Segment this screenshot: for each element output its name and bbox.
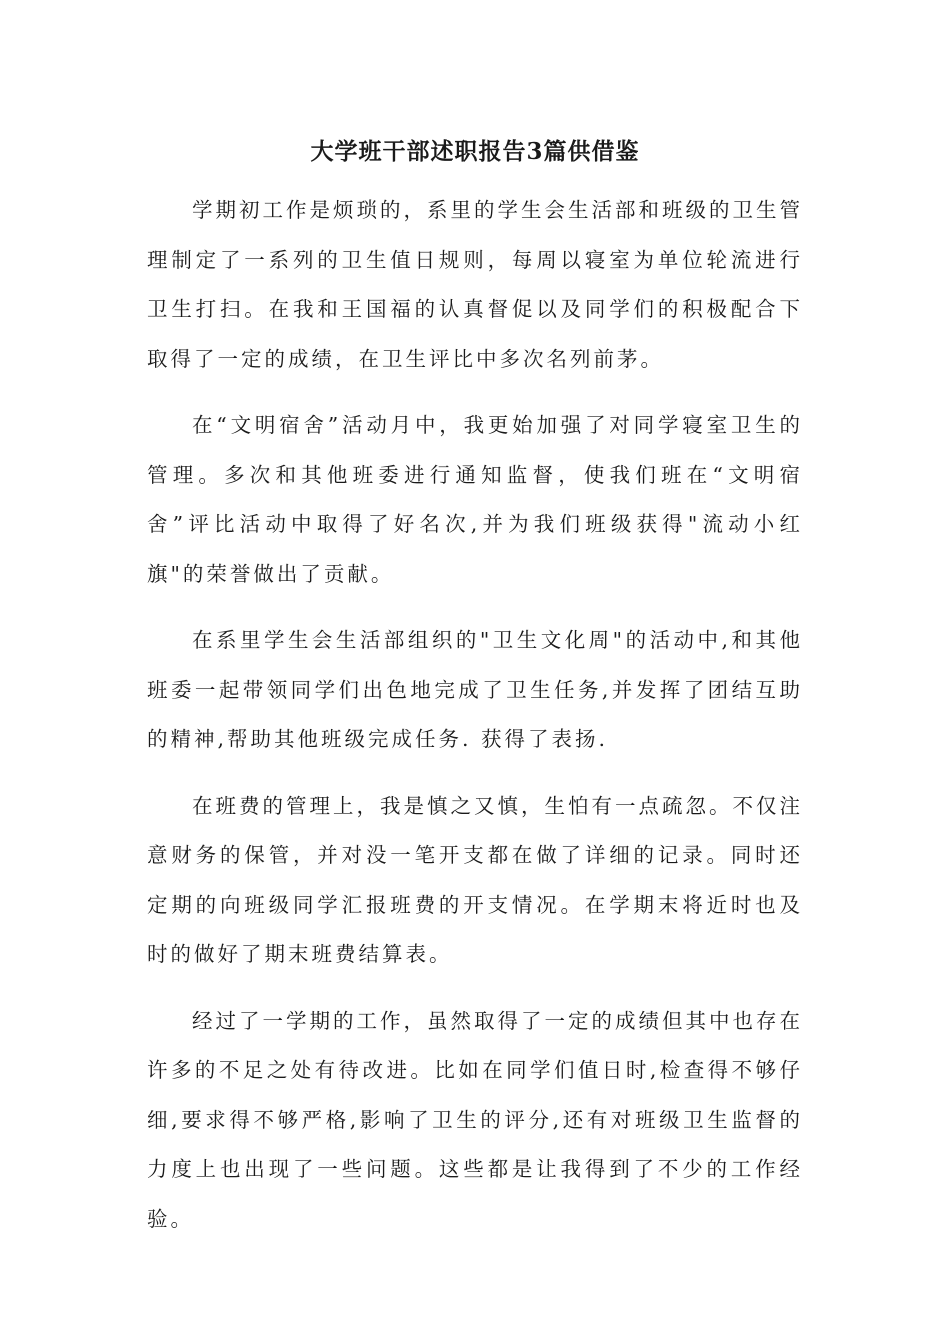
paragraph-3: 在系里学生会生活部组织的"卫生文化周"的活动中,和其他班委一起带领同学们出色地完成了卫生任务,并发挥了团结互助的精神,帮助其他班级完成任务. 获得了表扬.	[147, 628, 803, 751]
document-title: 大学班干部述职报告3篇供借鉴	[310, 138, 640, 165]
paragraph-1: 学期初工作是烦琐的，系里的学生会生活部和班级的卫生管理制定了一系列的卫生值日规则，每周以寝室为单位轮流进行卫生打扫。在我和王国福的认真督促以及同学们的积极配合下取得了一定的成绩，在卫生评比中多次名列前茅。	[147, 198, 803, 371]
document-body	[147, 186, 803, 1261]
paragraph-5: 经过了一学期的工作，虽然取得了一定的成绩但其中也存在许多的不足之处有待改进。比如在同学们值日时,检查得不够仔细,要求得不够严格,影响了卫生的评分,还有对班级卫生监督的力度上也出现了一些问题。这些都是让我得到了不少的工作经验。	[147, 1008, 803, 1231]
paragraph-4: 在班费的管理上，我是慎之又慎，生怕有一点疏忽。不仅注意财务的保管，并对没一笔开支都在做了详细的记录。同时还定期的向班级同学汇报班费的开支情况。在学期末将近时也及时的做好了期末班费结算表。	[147, 793, 803, 966]
paragraph-2: 在“文明宿舍”活动月中，我更始加强了对同学寝室卫生的管理。多次和其他班委进行通知监督，使我们班在“文明宿舍”评比活动中取得了好名次,并为我们班级获得"流动小红旗"的荣誉做出了贡献。	[147, 413, 803, 586]
